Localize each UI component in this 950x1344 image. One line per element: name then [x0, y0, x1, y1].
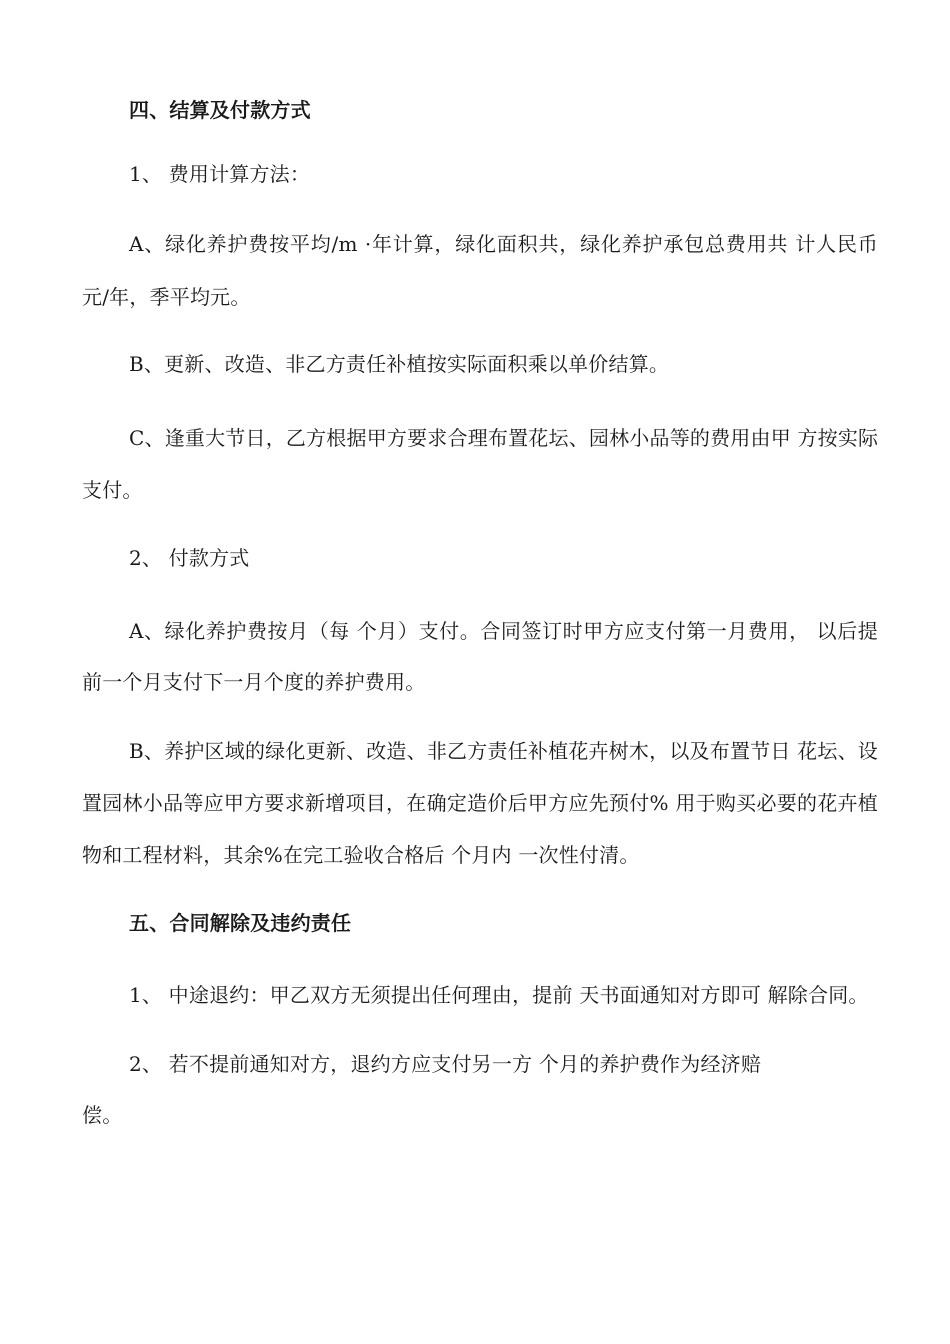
paragraph-line: B、更新、改造、非乙方责任补植按实际面积乘以单价结算。	[129, 352, 670, 376]
item-title: 1、 费用计算方法：	[129, 162, 311, 186]
paragraph-line: 置园林小品等应甲方要求新增项目，在确定造价后甲方应先预付% 用于购买必要的花卉植	[82, 791, 878, 815]
paragraph-line: C、逢重大节日，乙方根据甲方要求合理布置花坛、园林小品等的费用由甲 方按实际	[129, 426, 879, 450]
paragraph-line: 支付。	[82, 478, 143, 502]
section-heading: 五、合同解除及违约责任	[129, 911, 352, 935]
paragraph-line: A、绿化养护费按平均/m ·年计算，绿化面积共，绿化养护承包总费用共 计人民币	[129, 232, 878, 256]
paragraph-line: 1、 中途退约：甲乙双方无须提出任何理由，提前 天书面通知对方即可 解除合同。	[129, 983, 869, 1007]
section-heading: 四、结算及付款方式	[129, 98, 311, 122]
paragraph-line: A、绿化养护费按月（每 个月）支付。合同签订时甲方应支付第一月费用， 以后提	[129, 619, 878, 643]
paragraph-line: 物和工程材料，其余%在完工验收合格后 个月内 一次性付清。	[82, 843, 640, 867]
paragraph-line: 前一个月支付下一月个度的养护费用。	[82, 670, 426, 694]
paragraph-line: 2、 若不提前通知对方，退约方应支付另一方 个月的养护费作为经济赔	[129, 1052, 762, 1076]
item-title: 2、 付款方式	[129, 546, 250, 570]
paragraph-line: 元/年，季平均元。	[82, 285, 251, 309]
paragraph-line: B、养护区域的绿化更新、改造、非乙方责任补植花卉树木，以及布置节日 花坛、设	[129, 739, 878, 763]
paragraph-line: 偿。	[82, 1103, 123, 1127]
